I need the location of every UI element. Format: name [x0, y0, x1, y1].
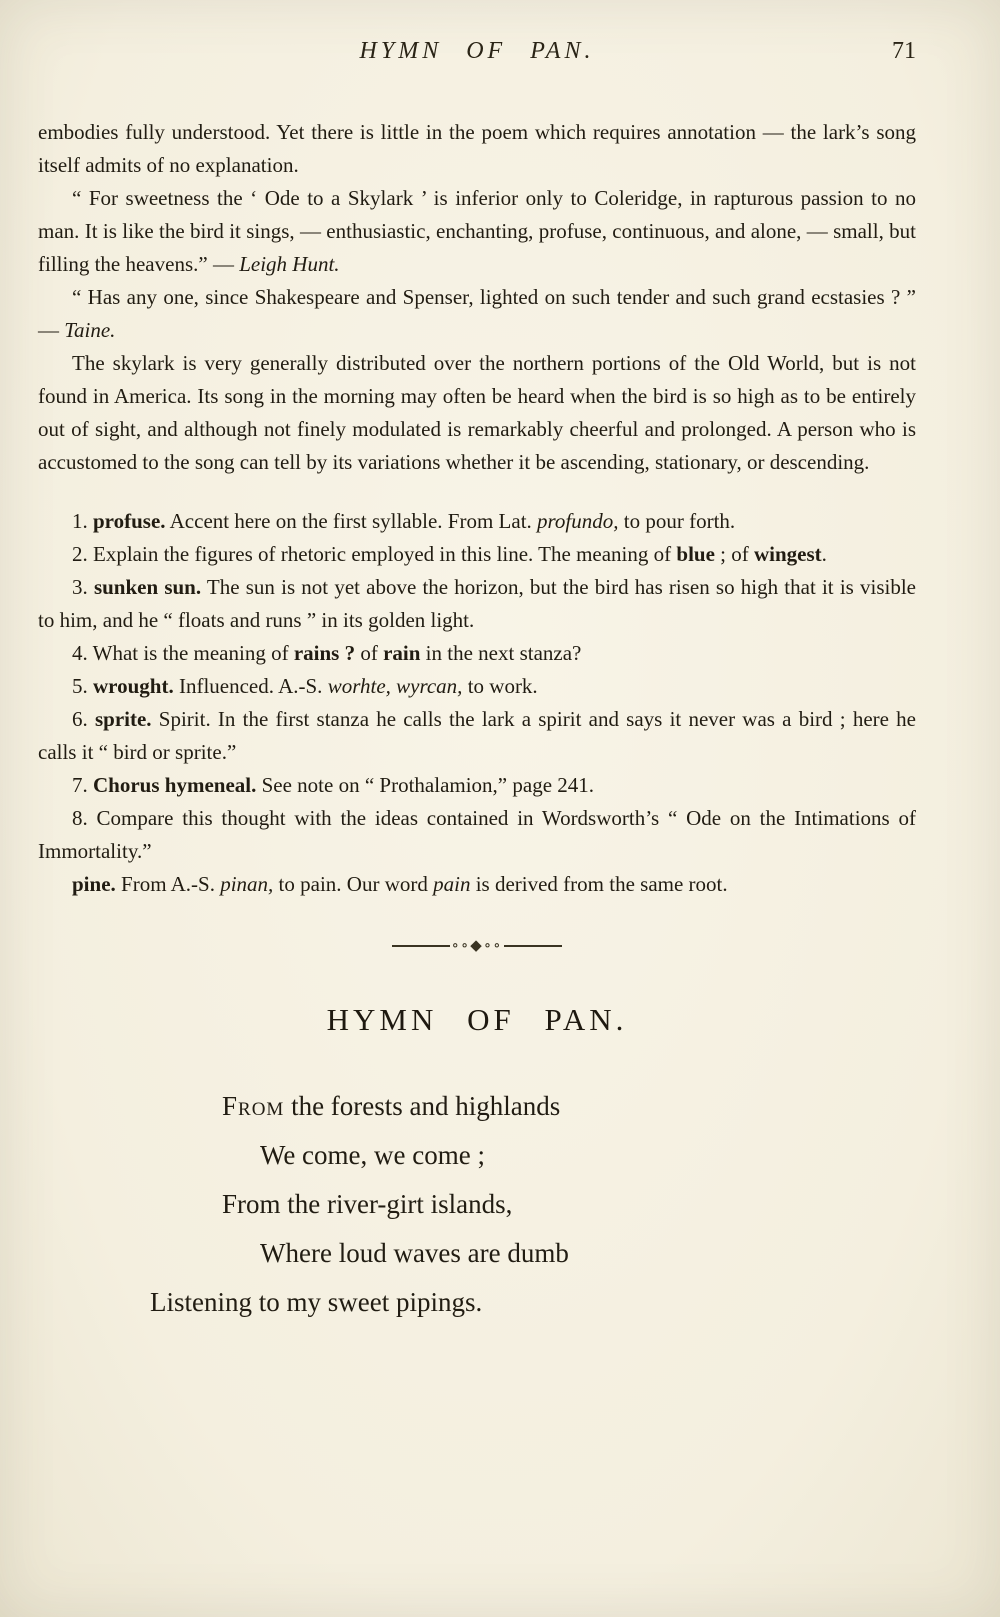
section-divider-ornament — [38, 938, 916, 954]
ornament-rule-left — [392, 945, 450, 947]
poem-title: HYMN OF PAN. — [326, 1002, 628, 1037]
note-paragraph: 2. Explain the figures of rhetoric employed in this line. The meaning of blue ; of wingest. — [72, 542, 827, 566]
page-number: 71 — [892, 38, 916, 64]
note-paragraph: 7. Chorus hymeneal. See note on “ Prothalamion,” page 241. — [72, 773, 595, 797]
note-paragraph: 5. wrought. Influenced. A.-S. worhte, wyrcan, to work. — [72, 674, 538, 698]
poem-line: Where loud waves are dumb — [260, 1238, 569, 1268]
ornament-rule-right — [504, 945, 562, 947]
poem-line: From the river-girt islands, — [222, 1189, 513, 1219]
poem-line: From the forests and highlands — [222, 1091, 561, 1121]
note-paragraph: 3. sunken sun. The sun is not yet above the horizon, but the bird has risen so high that it is visible to him, and he “ floats and runs ” in its golden light. — [38, 575, 917, 632]
annotation-notes — [38, 505, 916, 901]
page-header — [38, 38, 916, 74]
prose-paragraphs — [38, 116, 916, 479]
paragraph: The skylark is very generally distributed over the northern portions of the Old World, but is not found in America. Its song in the morning may often be heard when the bird is so high as to be entirely out of sight, and although not finely modulated is remarkably cheerful and prolonged. A person who is accustomed to the song can tell by its variations whether it be ascending, stationary, or descending. — [38, 351, 916, 474]
body-text — [38, 116, 916, 1327]
note-paragraph: pine. From A.-S. pinan, to pain. Our word pain is derived from the same root. — [72, 872, 728, 896]
poem-line: Listening to my sweet pipings. — [150, 1287, 483, 1317]
running-title: HYMN OF PAN. — [359, 38, 595, 64]
paragraph: “ Has any one, since Shakespeare and Spenser, lighted on such tender and such grand ecstasies ? ” — Taine. — [38, 285, 916, 342]
paragraph: embodies fully understood. Yet there is little in the poem which requires annotation — the lark’s song itself admits of no explanation. — [38, 120, 916, 177]
paragraph: “ For sweetness the ‘ Ode to a Skylark ’ is inferior only to Coleridge, in rapturous passion to no man. It is like the bird it sings, — enthusiastic, enchanting, profuse, continuous, and alone, — small, but filling the heavens.” — Leigh Hunt. — [38, 186, 916, 276]
note-paragraph: 8. Compare this thought with the ideas contained in Wordsworth’s “ Ode on the Intimations of Immortality.” — [38, 806, 916, 863]
note-paragraph: 1. profuse. Accent here on the first syllable. From Lat. profundo, to pour forth. — [72, 509, 736, 533]
poem-stanza — [38, 1082, 916, 1327]
note-paragraph: 6. sprite. Spirit. In the first stanza he calls the lark a spirit and says it never was a bird ; here he calls it “ bird or sprite.” — [38, 707, 916, 764]
note-paragraph: 4. What is the meaning of rains ? of rain in the next stanza? — [72, 641, 582, 665]
poem-line: We come, we come ; — [260, 1140, 485, 1170]
ornament-center-glyph: ∘∘◆∘∘ — [451, 938, 503, 954]
